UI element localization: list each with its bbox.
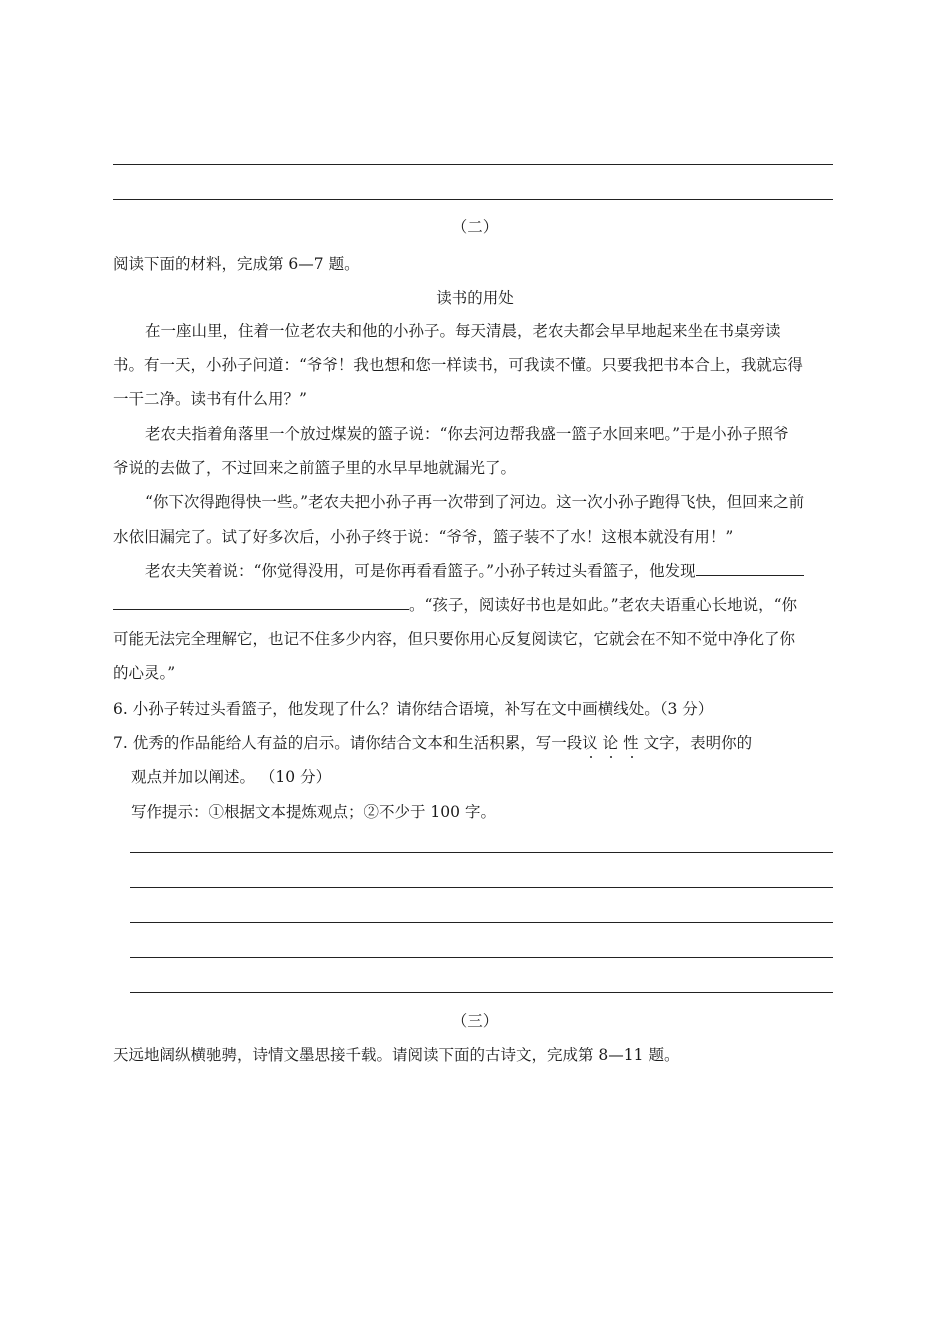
fill-blank[interactable]: [696, 561, 804, 576]
paragraph-line: 水依旧漏完了。试了好多次后，小孙子终于说：“爷爷，篮子装不了水！这根本就没有用！”: [113, 528, 734, 546]
paragraph-line: [145, 561, 838, 581]
answer-line: [130, 957, 833, 958]
question-6: 6. 小孙子转过头看篮子，他发现了什么？请你结合语境，补写在文中画横线处。（3 分）: [113, 700, 714, 718]
passage-title: 读书的用处: [436, 289, 514, 307]
paragraph-line: 书。有一天，小孙子问道：“爷爷！我也想和您一样读书，可我读不懂。只要我把书本合上，我就忘得: [113, 356, 803, 374]
section-heading: （三）: [451, 1012, 499, 1030]
paragraph-line: 可能无法完全理解它，也记不住多少内容，但只要你用心反复阅读它，它就会在不知不觉中净化了你: [113, 630, 796, 648]
writing-hint: 写作提示：①根据文本提炼观点；②不少于 100 字。: [131, 803, 496, 821]
paragraph-line: 一干二净。读书有什么用？”: [113, 390, 307, 408]
paragraph-line: 爷说的去做了，不过回来之前篮子里的水早早地就漏光了。: [113, 459, 517, 477]
emphasis-char: 议: [582, 734, 598, 752]
paragraph-text: 。“孩子，阅读好书也是如此。”老农夫语重心长地说，“你: [409, 596, 798, 614]
paragraph-line: “你下次得跑得快一些。”老农夫把小孙子再一次带到了河边。这一次小孙子跑得飞快，但回来之前: [145, 493, 805, 511]
question-text: 文字，表明你的: [643, 734, 753, 752]
answer-line: [113, 199, 833, 200]
answer-line: [113, 164, 833, 165]
section-heading: （二）: [451, 218, 499, 236]
question-7: [113, 733, 838, 753]
paragraph-line: 在一座山里，住着一位老农夫和他的小孙子。每天清晨，老农夫都会早早地起来坐在书桌旁读: [145, 322, 781, 340]
paragraph-line: 的心灵。”: [113, 664, 176, 682]
fill-blank[interactable]: [113, 595, 409, 610]
paragraph-line: 老农夫指着角落里一个放过煤炭的篮子说：“你去河边帮我盛一篮子水回来吧。”于是小孙子照爷: [145, 425, 789, 443]
answer-line: [130, 852, 833, 853]
emphasis-char: 性: [623, 734, 639, 752]
answer-line: [130, 922, 833, 923]
emphasis-char: 论: [602, 734, 619, 752]
instruction: 阅读下面的材料，完成第 6—7 题。: [113, 255, 360, 273]
question-text: 7. 优秀的作品能给人有益的启示。请你结合文本和生活积累，写一段: [113, 734, 583, 752]
instruction: 天远地阔纵横驰骋，诗情文墨思接千载。请阅读下面的古诗文，完成第 8—11 题。: [113, 1046, 680, 1064]
answer-line: [130, 992, 833, 993]
paragraph-text: 老农夫笑着说：“你觉得没用，可是你再看看篮子。”小孙子转过头看篮子，他发现: [145, 562, 696, 580]
question-7-cont: 观点并加以阐述。 （10 分）: [131, 768, 332, 786]
answer-line: [130, 887, 833, 888]
paragraph-line: [113, 595, 838, 615]
